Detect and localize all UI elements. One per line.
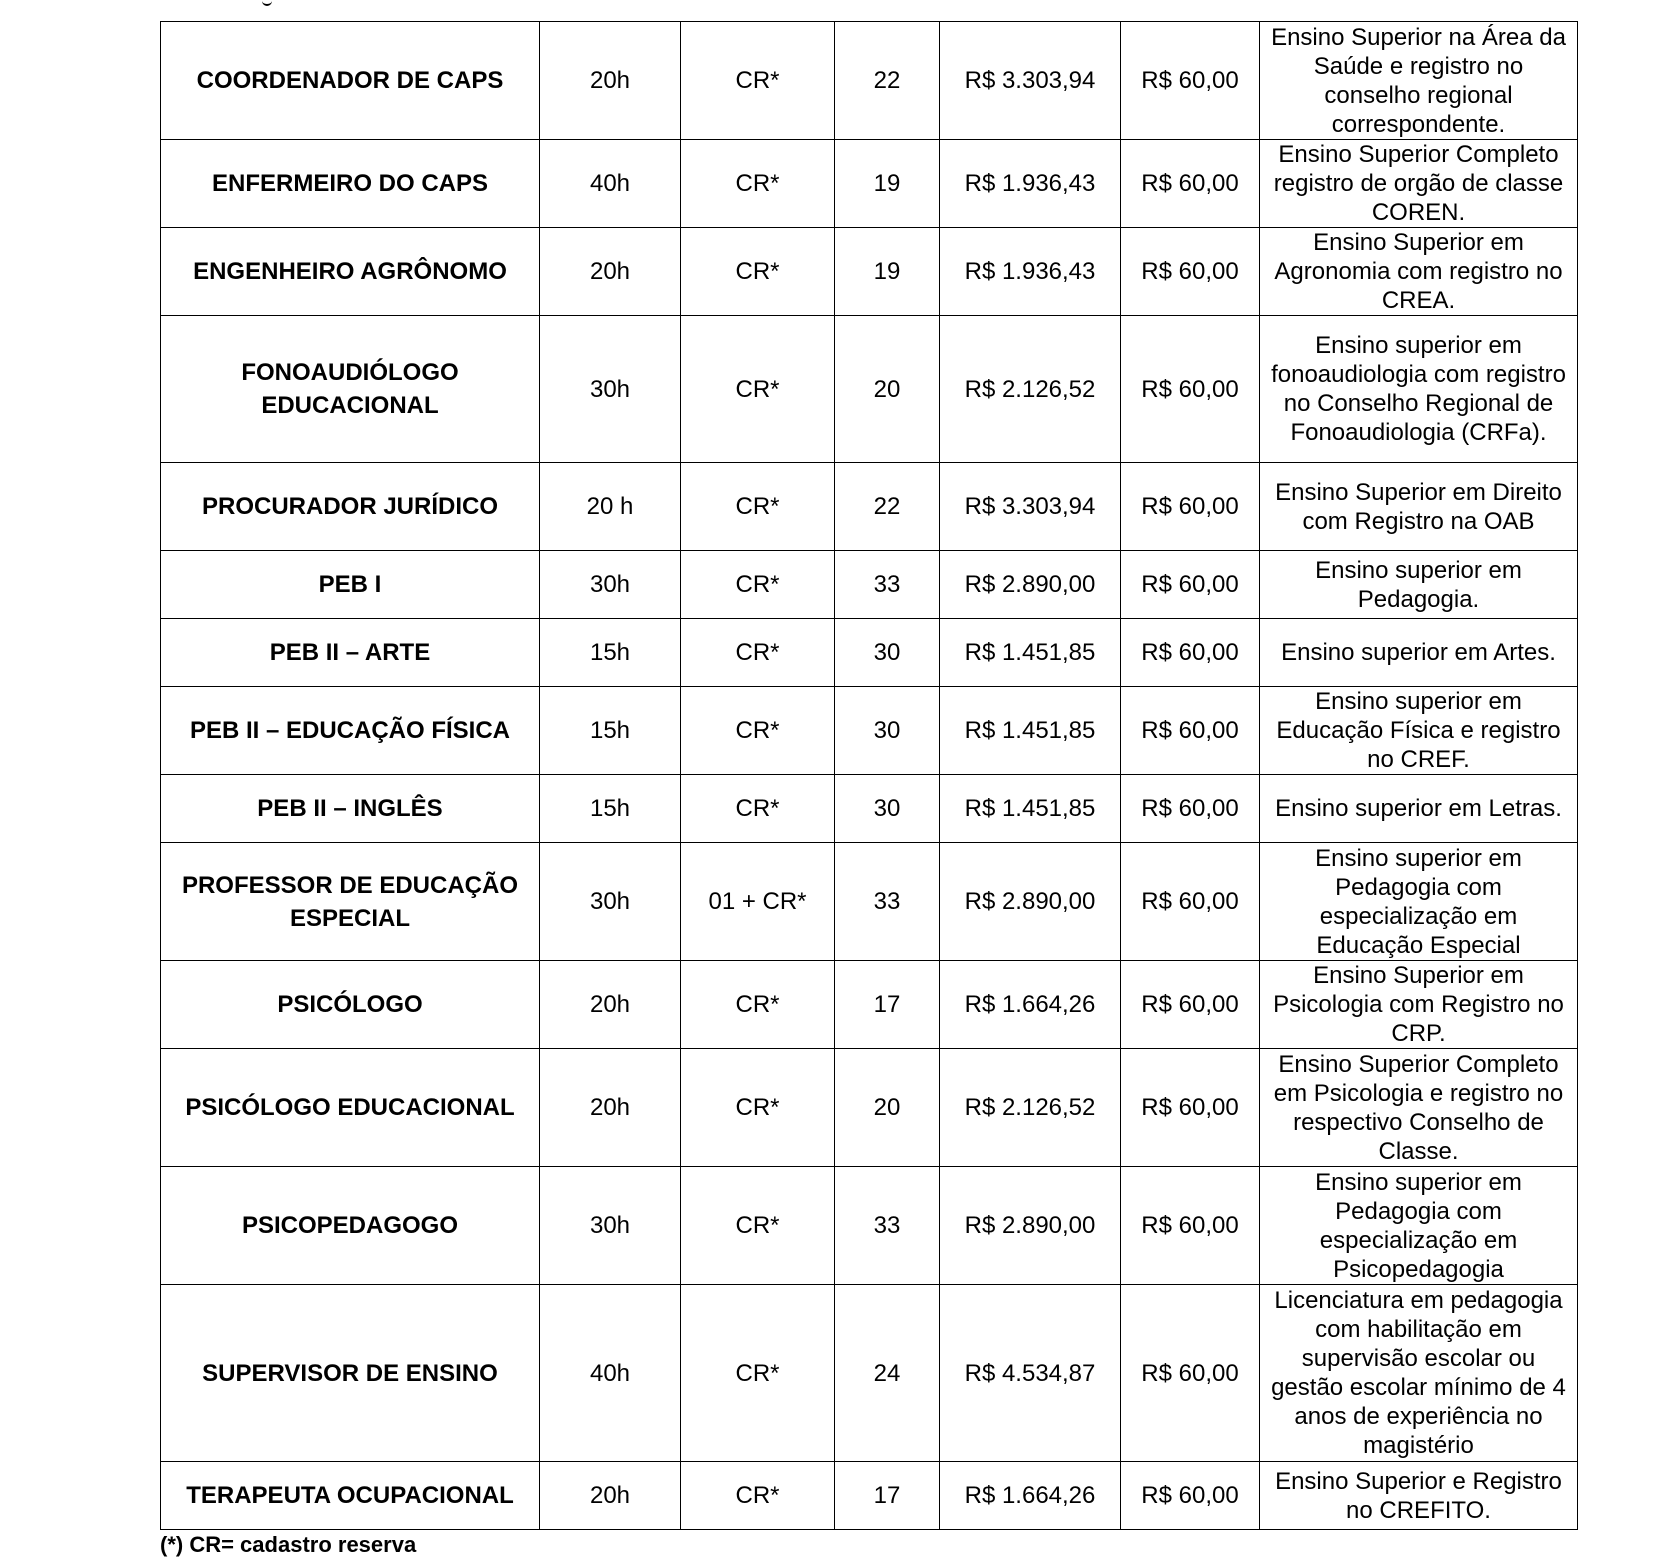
carga-horaria-cell: 20h [540,1462,681,1530]
carga-horaria-cell: 20h [540,22,681,140]
carga-horaria-cell: 30h [540,551,681,619]
requisitos-cell: Licenciatura em pedagogia com habilitação em supervisão escolar ou gestão escolar mínimo de 4 anos de experiência no magistério [1260,1285,1578,1462]
vagas-cell: CR* [681,140,835,228]
referencia-cell: 33 [835,551,940,619]
referencia-cell: 22 [835,463,940,551]
salario-cell: R$ 2.126,52 [940,316,1121,463]
vagas-cell: CR* [681,551,835,619]
taxa-cell: R$ 60,00 [1121,228,1260,316]
salario-cell: R$ 2.126,52 [940,1049,1121,1167]
table-row [161,140,1578,228]
cargo-cell: ENFERMEIRO DO CAPS [161,140,540,228]
carga-horaria-cell: 15h [540,775,681,843]
vagas-cell: CR* [681,619,835,687]
taxa-cell: R$ 60,00 [1121,1167,1260,1285]
taxa-cell: R$ 60,00 [1121,843,1260,961]
vagas-cell: CR* [681,22,835,140]
requisitos-cell: Ensino superior em Letras. [1260,775,1578,843]
vagas-cell: CR* [681,961,835,1049]
referencia-cell: 19 [835,140,940,228]
carga-horaria-cell: 30h [540,1167,681,1285]
job-positions-table [160,21,1578,1530]
salario-cell: R$ 1.451,85 [940,619,1121,687]
taxa-cell: R$ 60,00 [1121,316,1260,463]
requisitos-cell: Ensino superior em Artes. [1260,619,1578,687]
referencia-cell: 22 [835,22,940,140]
table-row [161,775,1578,843]
table-row [161,619,1578,687]
carga-horaria-cell: 30h [540,843,681,961]
cargo-cell: COORDENADOR DE CAPS [161,22,540,140]
table-body [161,22,1578,1530]
table-row [161,1049,1578,1167]
requisitos-cell: Ensino superior em Educação Física e registro no CREF. [1260,687,1578,775]
requisitos-cell: Ensino superior em Pedagogia. [1260,551,1578,619]
carga-horaria-cell: 30h [540,316,681,463]
salario-cell: R$ 3.303,94 [940,22,1121,140]
table-row [161,961,1578,1049]
requisitos-cell: Ensino superior em Pedagogia com especialização em Psicopedagogia [1260,1167,1578,1285]
carga-horaria-cell: 20h [540,1049,681,1167]
cargo-cell: FONOAUDIÓLOGO EDUCACIONAL [161,316,540,463]
requisitos-cell: Ensino superior em Pedagogia com especialização em Educação Especial [1260,843,1578,961]
vagas-cell: CR* [681,463,835,551]
table-row [161,1462,1578,1530]
salario-cell: R$ 1.664,26 [940,961,1121,1049]
carga-horaria-cell: 15h [540,687,681,775]
referencia-cell: 24 [835,1285,940,1462]
table-row [161,687,1578,775]
cargo-cell: PEB I [161,551,540,619]
vagas-cell: CR* [681,687,835,775]
cargo-cell: PROFESSOR DE EDUCAÇÃO ESPECIAL [161,843,540,961]
requisitos-cell: Ensino Superior em Agronomia com registro no CREA. [1260,228,1578,316]
cargo-cell: ENGENHEIRO AGRÔNOMO [161,228,540,316]
referencia-cell: 20 [835,316,940,463]
table-row [161,22,1578,140]
page-fragment-mark [262,0,272,6]
carga-horaria-cell: 40h [540,1285,681,1462]
cargo-cell: PSICOPEDAGOGO [161,1167,540,1285]
requisitos-cell: Ensino Superior Completo em Psicologia e registro no respectivo Conselho de Classe. [1260,1049,1578,1167]
taxa-cell: R$ 60,00 [1121,140,1260,228]
vagas-cell: 01 + CR* [681,843,835,961]
carga-horaria-cell: 40h [540,140,681,228]
referencia-cell: 30 [835,619,940,687]
referencia-cell: 19 [835,228,940,316]
vagas-cell: CR* [681,228,835,316]
cargo-cell: PSICÓLOGO [161,961,540,1049]
cargo-cell: TERAPEUTA OCUPACIONAL [161,1462,540,1530]
table-row [161,843,1578,961]
referencia-cell: 17 [835,961,940,1049]
salario-cell: R$ 1.664,26 [940,1462,1121,1530]
cargo-cell: PEB II – INGLÊS [161,775,540,843]
taxa-cell: R$ 60,00 [1121,1462,1260,1530]
table-row [161,1285,1578,1462]
vagas-cell: CR* [681,775,835,843]
table-row [161,1167,1578,1285]
salario-cell: R$ 2.890,00 [940,551,1121,619]
cargo-cell: PEB II – ARTE [161,619,540,687]
requisitos-cell: Ensino Superior Completo registro de orgão de classe COREN. [1260,140,1578,228]
cargo-cell: SUPERVISOR DE ENSINO [161,1285,540,1462]
salario-cell: R$ 1.936,43 [940,140,1121,228]
taxa-cell: R$ 60,00 [1121,551,1260,619]
cargo-cell: PSICÓLOGO EDUCACIONAL [161,1049,540,1167]
vagas-cell: CR* [681,1049,835,1167]
cargo-cell: PROCURADOR JURÍDICO [161,463,540,551]
taxa-cell: R$ 60,00 [1121,1285,1260,1462]
vagas-cell: CR* [681,1285,835,1462]
referencia-cell: 33 [835,843,940,961]
salario-cell: R$ 2.890,00 [940,1167,1121,1285]
vagas-cell: CR* [681,316,835,463]
salario-cell: R$ 2.890,00 [940,843,1121,961]
vagas-cell: CR* [681,1462,835,1530]
salario-cell: R$ 1.936,43 [940,228,1121,316]
table-row [161,551,1578,619]
carga-horaria-cell: 20h [540,961,681,1049]
footnote: (*) CR= cadastro reserva [160,1532,417,1557]
requisitos-cell: Ensino superior em fonoaudiologia com registro no Conselho Regional de Fonoaudiologia (CRFa). [1260,316,1578,463]
table-row [161,463,1578,551]
referencia-cell: 30 [835,775,940,843]
carga-horaria-cell: 15h [540,619,681,687]
table-row [161,316,1578,463]
taxa-cell: R$ 60,00 [1121,619,1260,687]
requisitos-cell: Ensino Superior e Registro no CREFITO. [1260,1462,1578,1530]
cargo-cell: PEB II – EDUCAÇÃO FÍSICA [161,687,540,775]
carga-horaria-cell: 20 h [540,463,681,551]
taxa-cell: R$ 60,00 [1121,775,1260,843]
taxa-cell: R$ 60,00 [1121,961,1260,1049]
referencia-cell: 17 [835,1462,940,1530]
referencia-cell: 20 [835,1049,940,1167]
taxa-cell: R$ 60,00 [1121,463,1260,551]
referencia-cell: 33 [835,1167,940,1285]
table-row [161,228,1578,316]
taxa-cell: R$ 60,00 [1121,22,1260,140]
referencia-cell: 30 [835,687,940,775]
requisitos-cell: Ensino Superior em Psicologia com Registro no CRP. [1260,961,1578,1049]
taxa-cell: R$ 60,00 [1121,1049,1260,1167]
salario-cell: R$ 1.451,85 [940,775,1121,843]
requisitos-cell: Ensino Superior em Direito com Registro na OAB [1260,463,1578,551]
requisitos-cell: Ensino Superior na Área da Saúde e registro no conselho regional correspondente. [1260,22,1578,140]
carga-horaria-cell: 20h [540,228,681,316]
salario-cell: R$ 3.303,94 [940,463,1121,551]
salario-cell: R$ 1.451,85 [940,687,1121,775]
taxa-cell: R$ 60,00 [1121,687,1260,775]
vagas-cell: CR* [681,1167,835,1285]
salario-cell: R$ 4.534,87 [940,1285,1121,1462]
